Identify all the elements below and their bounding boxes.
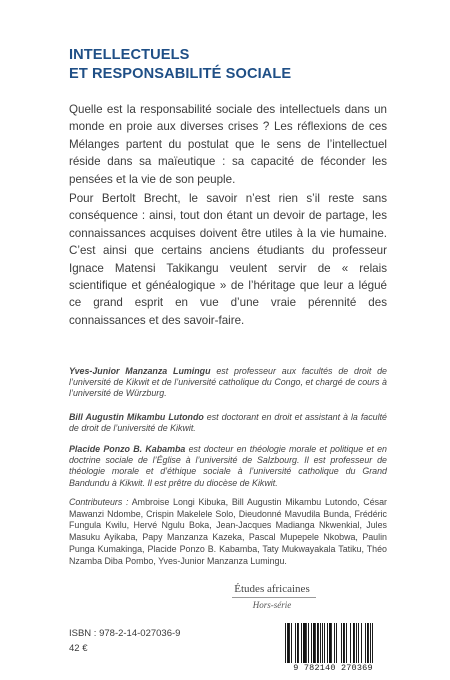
- price-text: 42 €: [69, 643, 88, 654]
- barcode-bar: [358, 623, 359, 663]
- contributors-names: Ambroise Longi Kibuka, Bill Augustin Mikambu Lutondo, César Mawanzi Ndombe, Crispin Makelele Solo, Dieudonné Mavudila Bunda, Frédéric Fungula Kwilu, Hervé Ngulu Boka, Jean-Jacques Madianga Nkwenkial, Jules Masuku Ayikaba, Papy Manzanza Kazeka, Pascal Mupepele Nkobwa, Paulin Punga Kumakinga, Placide Ponzo B. Kabamba, Taty Mukwayakala Tatiku, Théo Nzamba Diba Pombo, Yves-Junior Manzanza Lumingu.: [69, 497, 387, 566]
- barcode-bar: [297, 623, 299, 663]
- barcode-bar: [287, 623, 288, 663]
- barcode-bar: [285, 623, 286, 663]
- contributors-list: [69, 497, 387, 567]
- author-name: Bill Augustin Mikambu Lutondo: [69, 412, 204, 422]
- barcode-bar: [353, 623, 355, 663]
- series-name: Études africaines: [234, 583, 310, 595]
- barcode-bars: [273, 623, 393, 665]
- book-title: [69, 46, 409, 83]
- author-bio-3: [69, 444, 387, 489]
- author-bio-text: est docteur en théologie morale et politique et en doctrine sociale de l’Église à l’université de Salzbourg. Il est professeur de théologie morale et d’éthique sociale à l’université catholique du Grand Bandundu à Kikwit. Il est prêtre du diocèse de Kikwit.: [69, 444, 387, 488]
- barcode-bar: [343, 623, 345, 663]
- barcode-bar: [346, 623, 347, 663]
- barcode-bar: [329, 623, 332, 663]
- barcode-bar: [370, 623, 371, 663]
- author-bio-2: [69, 412, 387, 434]
- barcode-bar: [356, 623, 357, 663]
- author-name: Yves-Junior Manzanza Lumingu: [69, 366, 211, 376]
- summary-paragraph-1: Quelle est la responsabilité sociale des intellectuels dans un monde en proie aux diverses crises ? Les réflexions de ces Mélanges partent du postulat que le sens de l’intellectuel réside dans sa maïeutique : sa capacité de féconder les pensées et la vie de son peuple.: [69, 103, 387, 186]
- barcode-bar: [361, 623, 362, 663]
- author-bio-1: [69, 366, 387, 400]
- barcode-bar: [341, 623, 342, 663]
- isbn-text: ISBN : 978-2-14-027036-9: [69, 628, 181, 639]
- title-line-2: ET RESPONSABILITÉ SOCIALE: [69, 65, 292, 82]
- barcode-bar: [311, 623, 312, 663]
- barcode-bar: [350, 623, 351, 663]
- barcode-bar: [308, 623, 309, 663]
- barcode: [273, 623, 393, 671]
- barcode-bar: [303, 623, 307, 663]
- author-bio-text: est professeur aux facultés de droit de l’université de Kikwit et de l’université catholique du Congo, et chargé de cours à l’université de Würzburg.: [69, 366, 387, 399]
- barcode-digits: 9 782140 270369: [273, 663, 393, 673]
- title-line-1: INTELLECTUELS: [69, 47, 190, 63]
- series-logo: [222, 583, 322, 610]
- contributors-label: Contributeurs :: [69, 497, 129, 507]
- barcode-bar: [288, 623, 290, 663]
- barcode-bar: [365, 623, 366, 663]
- barcode-bar: [322, 623, 323, 663]
- barcode-bar: [372, 623, 373, 663]
- author-name: Placide Ponzo B. Kabamba: [69, 444, 186, 454]
- barcode-bar: [336, 623, 337, 663]
- barcode-bar: [291, 623, 292, 663]
- barcode-bar: [324, 623, 325, 663]
- barcode-bar: [295, 623, 296, 663]
- barcode-bar: [320, 623, 321, 663]
- barcode-bar: [301, 623, 302, 663]
- barcode-bar: [317, 623, 319, 663]
- series-divider: [232, 597, 316, 598]
- barcode-bar: [313, 623, 316, 663]
- series-subtitle: Hors-série: [252, 600, 292, 610]
- barcode-bar: [367, 623, 369, 663]
- barcode-bar: [334, 623, 335, 663]
- barcode-bar: [327, 623, 328, 663]
- summary-paragraph-2: Pour Bertolt Brecht, le savoir n’est rien s’il reste sans conséquence : ainsi, tout don étant un devoir de partage, les connaissances acquises doivent être utiles à la vie humaine. C’est ainsi que certains anciens étudiants du professeur Ignace Matensi Takikangu veulent servir de « relais scientifique et généalogique » de l’héritage que leur a légué ce grand esprit en vue d’une vraie pérennité des connaissances et des savoir-faire.: [69, 192, 387, 327]
- author-bio-text: est doctorant en droit et assistant à la faculté de droit de l’université de Kikwit.: [69, 412, 387, 434]
